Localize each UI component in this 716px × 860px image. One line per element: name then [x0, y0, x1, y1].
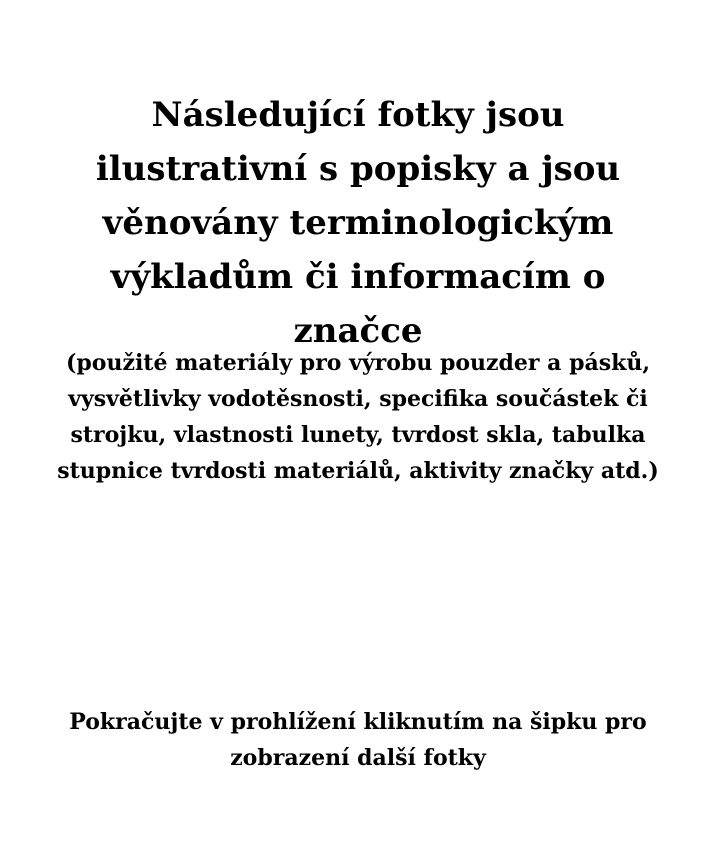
- navigation-hint: Pokračujte v prohlížení kliknutím na šipku pro zobrazení další fotky: [69, 709, 647, 771]
- slide-heading: Následující fotky jsou ilustrativní s popisky a jsou věnovány terminologickým výkladům či informacím o značce: [95, 95, 621, 351]
- slide-subheading: (použité materiály pro výrobu pouzder a pásků, vysvětlivky vodotěsnosti, specifika součástek či strojku, vlastnosti lunety, tvrdost skla, tabulka stupnice tvrdosti materiálů, aktivity značky atd.): [57, 350, 659, 484]
